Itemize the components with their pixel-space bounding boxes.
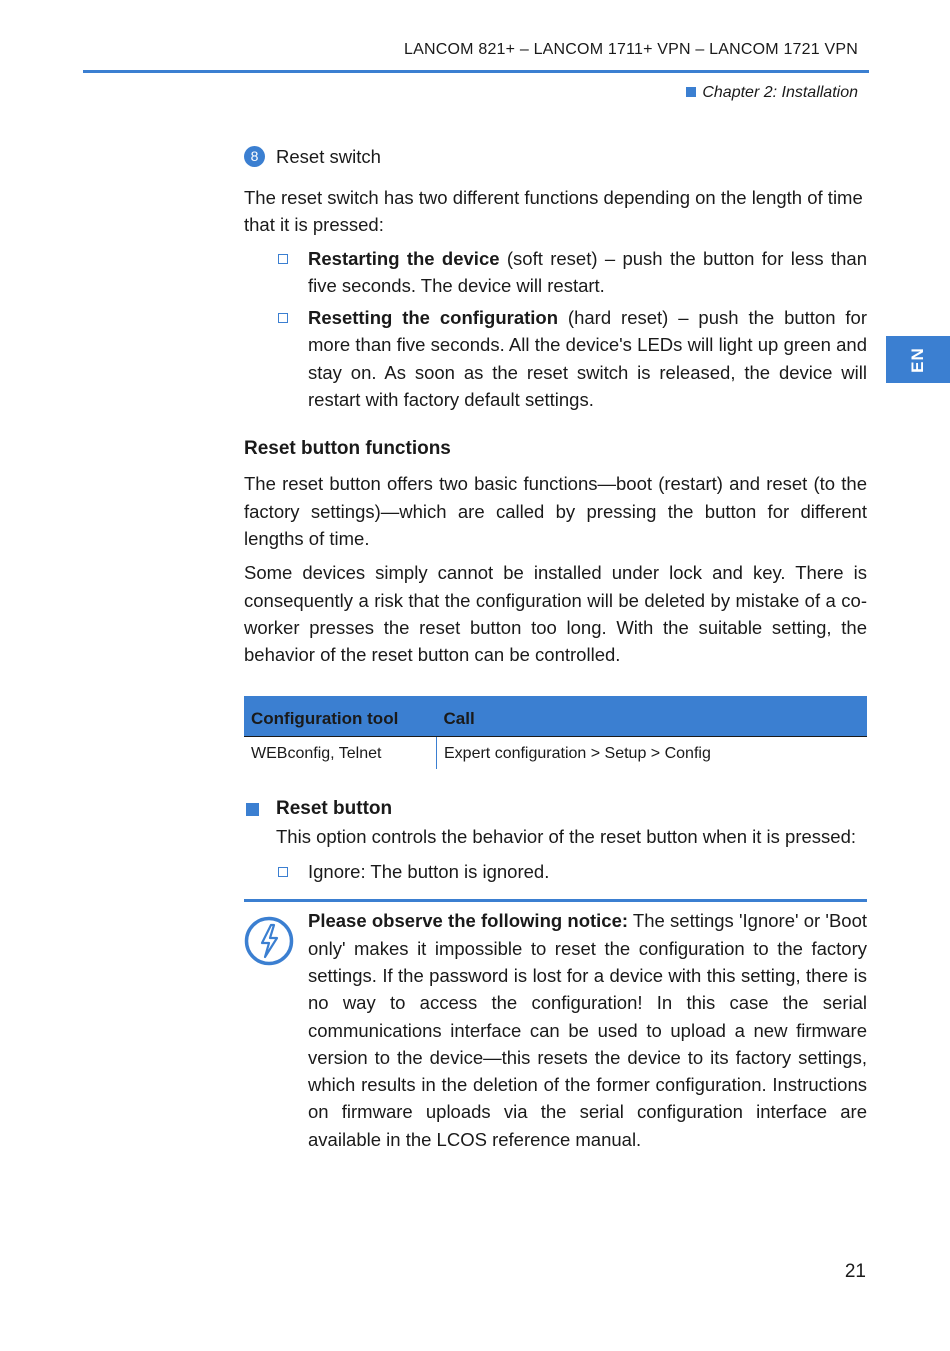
notice-bold: Please observe the following notice: <box>308 910 629 932</box>
reset-button-heading <box>244 795 867 822</box>
open-square-bullet-icon <box>278 254 288 264</box>
main-content <box>244 143 867 1153</box>
reset-switch-title: Reset switch <box>276 145 381 167</box>
list-item <box>244 304 867 413</box>
notice-body: The settings 'Ignore' or 'Boot only' makes it impossible to reset the configuration to the factory settings. If the password is lost for a device with this setting, there is no way to access the configuration! In this case the serial communications interface can be used to upload a new firmware version to the device—this resets the device to its factory settings, which results in the deletion of the former configuration. Instructions on firmware uploads via the serial configuration interface are available in the LCOS reference manual. <box>308 910 868 1150</box>
chapter-square-icon <box>686 87 696 97</box>
filled-square-bullet-icon <box>246 803 259 816</box>
language-tab[interactable] <box>886 336 950 383</box>
table-cell: Expert configuration > Setup > Config <box>444 744 711 762</box>
warning-lightning-icon <box>244 916 294 966</box>
table-header-cell: Configuration tool <box>244 696 437 737</box>
reset-button-section <box>244 795 867 885</box>
chapter-text: Chapter 2: Installation <box>702 84 858 101</box>
reset-button-description: This option controls the behavior of the reset button when it is pressed: <box>276 825 856 847</box>
section-heading: Reset button functions <box>244 438 451 460</box>
table-cell: WEBconfig, Telnet <box>244 737 437 770</box>
number-badge: 8 <box>244 146 265 167</box>
option-text: (soft reset) – push the button for less than five seconds. The device will restart. <box>308 247 867 296</box>
list-item <box>244 858 867 885</box>
table-header-row <box>244 696 867 737</box>
chapter-label <box>686 84 858 102</box>
open-square-bullet-icon <box>278 867 288 877</box>
reset-switch-options <box>244 245 867 414</box>
paragraph: Some devices simply cannot be installed under lock and key. There is consequently a risk that the configuration will be deleted by mistake of a co-worker presses the reset button too long. With the suitable setting, the behavior of the reset button can be controlled. <box>244 562 867 666</box>
table-row <box>244 737 867 770</box>
option-bold: Restarting the device <box>308 247 500 269</box>
reset-switch-intro: The reset switch has two different functions depending on the length of time that it is pressed: <box>244 187 863 236</box>
option-bold: Resetting the configuration <box>308 307 559 329</box>
paragraph: The reset button offers two basic functions—boot (restart) and reset (to the factory settings)—which are called by pressing the button for different lengths of time. <box>244 473 867 549</box>
running-header: LANCOM 821+ – LANCOM 1711+ VPN – LANCOM 1721 VPN <box>404 41 858 58</box>
reset-button-options <box>244 858 867 885</box>
config-table <box>244 696 867 769</box>
reset-switch-heading <box>244 143 867 170</box>
notice-box <box>244 899 867 1153</box>
option-text: Ignore: The button is ignored. <box>308 861 550 883</box>
language-tab-label: EN <box>908 346 927 373</box>
option-text: (hard reset) – push the button for more than five seconds. All the device's LEDs will light up green and stay on. As soon as the reset switch is released, the device will restart with factory default settings. <box>308 307 867 411</box>
reset-button-title: Reset button <box>276 798 393 820</box>
page-number: 21 <box>844 1261 866 1282</box>
list-item <box>244 245 867 300</box>
notice-text <box>308 907 867 1153</box>
open-square-bullet-icon <box>278 313 288 323</box>
table-header-cell: Call <box>437 696 868 737</box>
header-rule <box>83 70 869 73</box>
